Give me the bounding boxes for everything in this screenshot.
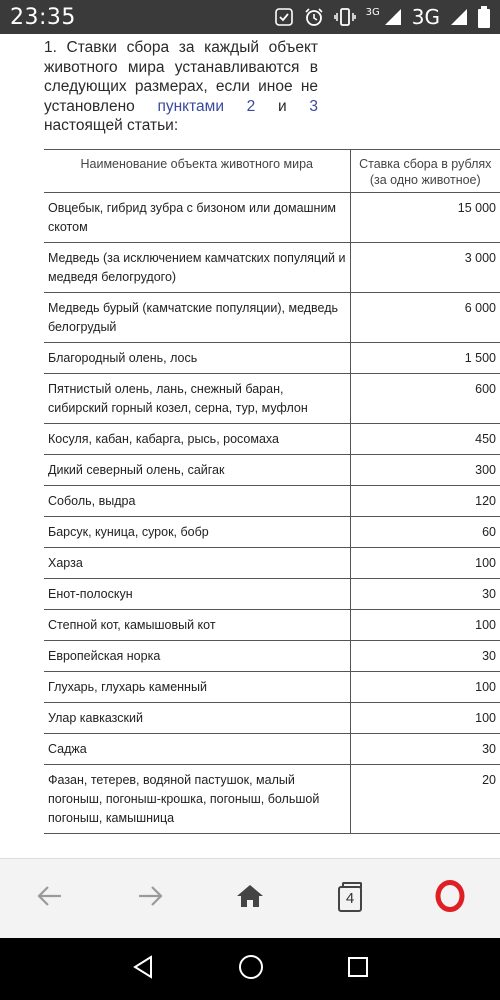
rate-cell: 120 bbox=[350, 486, 500, 517]
tab-count: 4 bbox=[345, 890, 355, 907]
rate-cell: 30 bbox=[350, 579, 500, 610]
animal-name-cell: Енот-полоскун bbox=[44, 579, 350, 610]
rate-cell: 450 bbox=[350, 424, 500, 455]
back-triangle-icon[interactable] bbox=[131, 955, 155, 984]
rate-cell: 30 bbox=[350, 641, 500, 672]
table-row bbox=[44, 548, 500, 579]
rate-cell: 600 bbox=[350, 374, 500, 424]
animal-name-cell: Европейская норка bbox=[44, 641, 350, 672]
table-row bbox=[44, 343, 500, 374]
rate-cell: 1 500 bbox=[350, 343, 500, 374]
rate-cell: 100 bbox=[350, 610, 500, 641]
rates-table bbox=[44, 149, 500, 834]
battery-icon bbox=[478, 6, 490, 28]
animal-name-cell: Медведь бурый (камчатские популяции), медведь белогрудый bbox=[44, 293, 350, 343]
network-type: 3G bbox=[411, 5, 440, 29]
forward-button[interactable] bbox=[120, 869, 180, 929]
table-header-row bbox=[44, 150, 500, 193]
status-icons bbox=[274, 5, 490, 29]
signal-icon-2 bbox=[450, 8, 468, 26]
status-bar bbox=[0, 0, 500, 34]
table-row bbox=[44, 293, 500, 343]
rate-cell: 20 bbox=[350, 765, 500, 834]
alarm-icon bbox=[304, 7, 324, 27]
table-row bbox=[44, 374, 500, 424]
table-row bbox=[44, 703, 500, 734]
rate-cell: 100 bbox=[350, 672, 500, 703]
table-row bbox=[44, 517, 500, 548]
animal-name-cell: Соболь, выдра bbox=[44, 486, 350, 517]
opera-menu-button[interactable] bbox=[420, 869, 480, 929]
intro-paragraph bbox=[44, 38, 318, 136]
forward-icon bbox=[137, 885, 163, 912]
animal-name-cell: Степной кот, камышовый кот bbox=[44, 610, 350, 641]
rate-cell: 3 000 bbox=[350, 243, 500, 293]
animal-name-cell: Косуля, кабан, кабарга, рысь, росомаха bbox=[44, 424, 350, 455]
opera-icon bbox=[436, 881, 464, 916]
status-time: 23:35 bbox=[10, 4, 76, 30]
rate-cell: 6 000 bbox=[350, 293, 500, 343]
animal-name-cell: Овцебык, гибрид зубра с бизоном или домашним скотом bbox=[44, 193, 350, 243]
table-row bbox=[44, 672, 500, 703]
back-icon bbox=[37, 885, 63, 912]
link-paragraph-3[interactable]: 3 bbox=[309, 97, 318, 115]
table-row bbox=[44, 243, 500, 293]
rate-cell: 15 000 bbox=[350, 193, 500, 243]
tabs-button[interactable] bbox=[320, 869, 380, 929]
page-content bbox=[0, 34, 500, 858]
animal-name-cell: Саджа bbox=[44, 734, 350, 765]
header-object-name: Наименование объекта животного мира bbox=[44, 150, 350, 193]
animal-name-cell: Глухарь, глухарь каменный bbox=[44, 672, 350, 703]
home-icon bbox=[236, 884, 264, 913]
table-row bbox=[44, 193, 500, 243]
browser-toolbar bbox=[0, 858, 500, 938]
animal-name-cell: Пятнистый олень, лань, снежный баран, сибирский горный козел, серна, тур, муфлон bbox=[44, 374, 350, 424]
intro-text-mid: и bbox=[255, 97, 310, 115]
animal-name-cell: Барсук, куница, сурок, бобр bbox=[44, 517, 350, 548]
table-row bbox=[44, 579, 500, 610]
rate-cell: 100 bbox=[350, 548, 500, 579]
table-row bbox=[44, 424, 500, 455]
table-row bbox=[44, 765, 500, 834]
animal-name-cell: Медведь (за исключением камчатских популяций и медведя белогрудого) bbox=[44, 243, 350, 293]
table-row bbox=[44, 734, 500, 765]
animal-name-cell: Улар кавказский bbox=[44, 703, 350, 734]
vibrate-icon bbox=[334, 7, 356, 27]
animal-name-cell: Харза bbox=[44, 548, 350, 579]
table-row bbox=[44, 641, 500, 672]
home-button[interactable] bbox=[220, 869, 280, 929]
header-rate: Ставка сбора в рублях (за одно животное) bbox=[350, 150, 500, 193]
table-row bbox=[44, 455, 500, 486]
network-type-small: 3G bbox=[365, 6, 380, 18]
animal-name-cell: Благородный олень, лось bbox=[44, 343, 350, 374]
notification-icon bbox=[274, 7, 294, 27]
animal-name-cell: Фазан, тетерев, водяной пастушок, малый погоныш, погоныш-крошка, погоныш, большой погоныш, камышница bbox=[44, 765, 350, 834]
rate-cell: 60 bbox=[350, 517, 500, 548]
rate-cell: 300 bbox=[350, 455, 500, 486]
rate-cell: 100 bbox=[350, 703, 500, 734]
animal-name-cell: Дикий северный олень, сайгак bbox=[44, 455, 350, 486]
system-nav-bar bbox=[0, 938, 500, 1000]
tabs-icon bbox=[338, 886, 362, 912]
link-paragraph-2[interactable]: пунктами 2 bbox=[157, 97, 256, 115]
intro-text: 1. Ставки сбора за каждый объект животного мира устанавливаются в следующих размерах, если иное не установлено bbox=[44, 39, 318, 115]
table-row bbox=[44, 610, 500, 641]
table-row bbox=[44, 486, 500, 517]
home-circle-icon[interactable] bbox=[238, 954, 264, 985]
table-body bbox=[44, 193, 500, 834]
recents-square-icon[interactable] bbox=[347, 956, 369, 983]
rate-cell: 30 bbox=[350, 734, 500, 765]
back-button[interactable] bbox=[20, 869, 80, 929]
intro-text-end: настоящей статьи: bbox=[44, 117, 179, 134]
signal-icon bbox=[384, 8, 402, 26]
